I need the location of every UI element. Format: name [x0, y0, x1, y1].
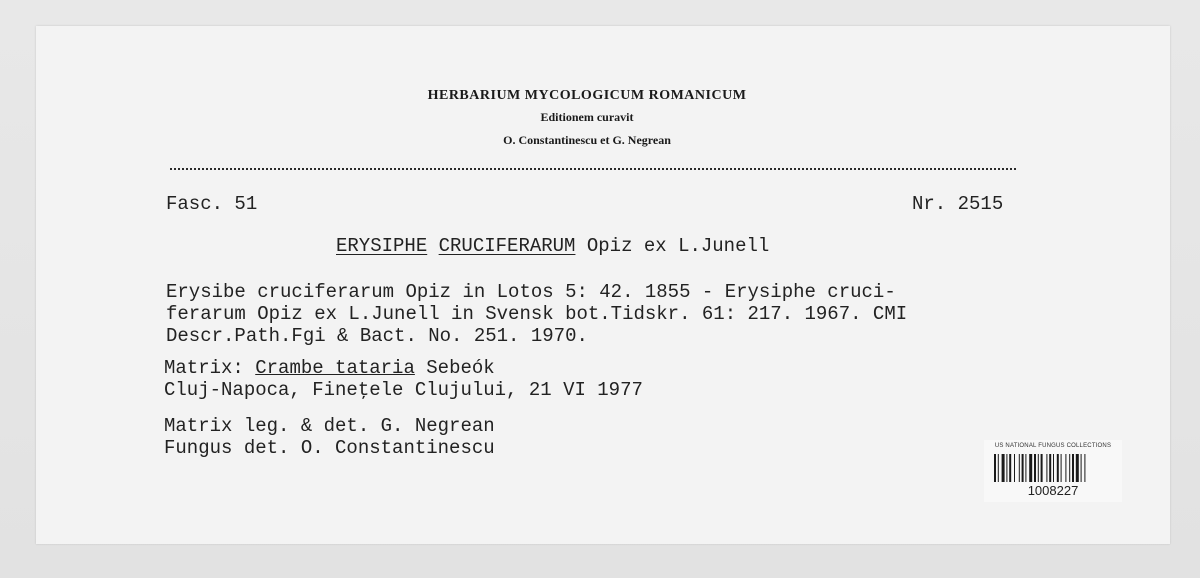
species-name: [336, 235, 769, 257]
barcode-label: [984, 440, 1122, 502]
header-divider: [170, 168, 1016, 170]
barcode-title: US NATIONAL FUNGUS COLLECTIONS: [994, 443, 1112, 449]
synonymy-line: Erysibe cruciferarum Opiz in Lotos 5: 42. 1855 - Erysiphe cruci-: [166, 281, 896, 303]
fascicle-number: Fasc. 51: [166, 193, 258, 215]
editors: O. Constantinescu et G. Negrean: [503, 133, 671, 147]
host-authority: Sebeók: [426, 357, 495, 379]
synonymy-block: [166, 281, 907, 347]
barcode-icon: [994, 454, 1112, 482]
collector-line: Matrix leg. & det. G. Negrean: [164, 415, 495, 437]
locality-line: Cluj-Napoca, Fineţele Clujului, 21 VI 1977: [164, 379, 643, 401]
synonymy-line: Descr.Path.Fgi & Bact. No. 251. 1970.: [166, 325, 588, 347]
synonymy-line: ferarum Opiz ex L.Junell in Svensk bot.Tidskr. 61: 217. 1967. CMI: [166, 303, 908, 325]
species-authority: Opiz ex L.Junell: [586, 235, 770, 257]
host-name: Crambe tataria: [255, 357, 415, 379]
matrix-prefix: Matrix:: [164, 357, 244, 379]
editor-caption: Editionem curavit: [540, 110, 634, 124]
herbarium-title: HERBARIUM MYCOLOGICUM ROMANICUM: [427, 88, 747, 103]
collector-line: Fungus det. O. Constantinescu: [164, 437, 495, 459]
genus-name: ERYSIPHE: [336, 235, 428, 257]
matrix-host-line: [164, 357, 643, 379]
barcode-number: 1008227: [1027, 483, 1079, 498]
species-epithet: CRUCIFERARUM: [438, 235, 576, 257]
label-header: [0, 88, 1172, 148]
collectors-block: [164, 415, 495, 459]
specimen-number: Nr. 2515: [912, 193, 1004, 215]
matrix-block: [164, 357, 643, 401]
